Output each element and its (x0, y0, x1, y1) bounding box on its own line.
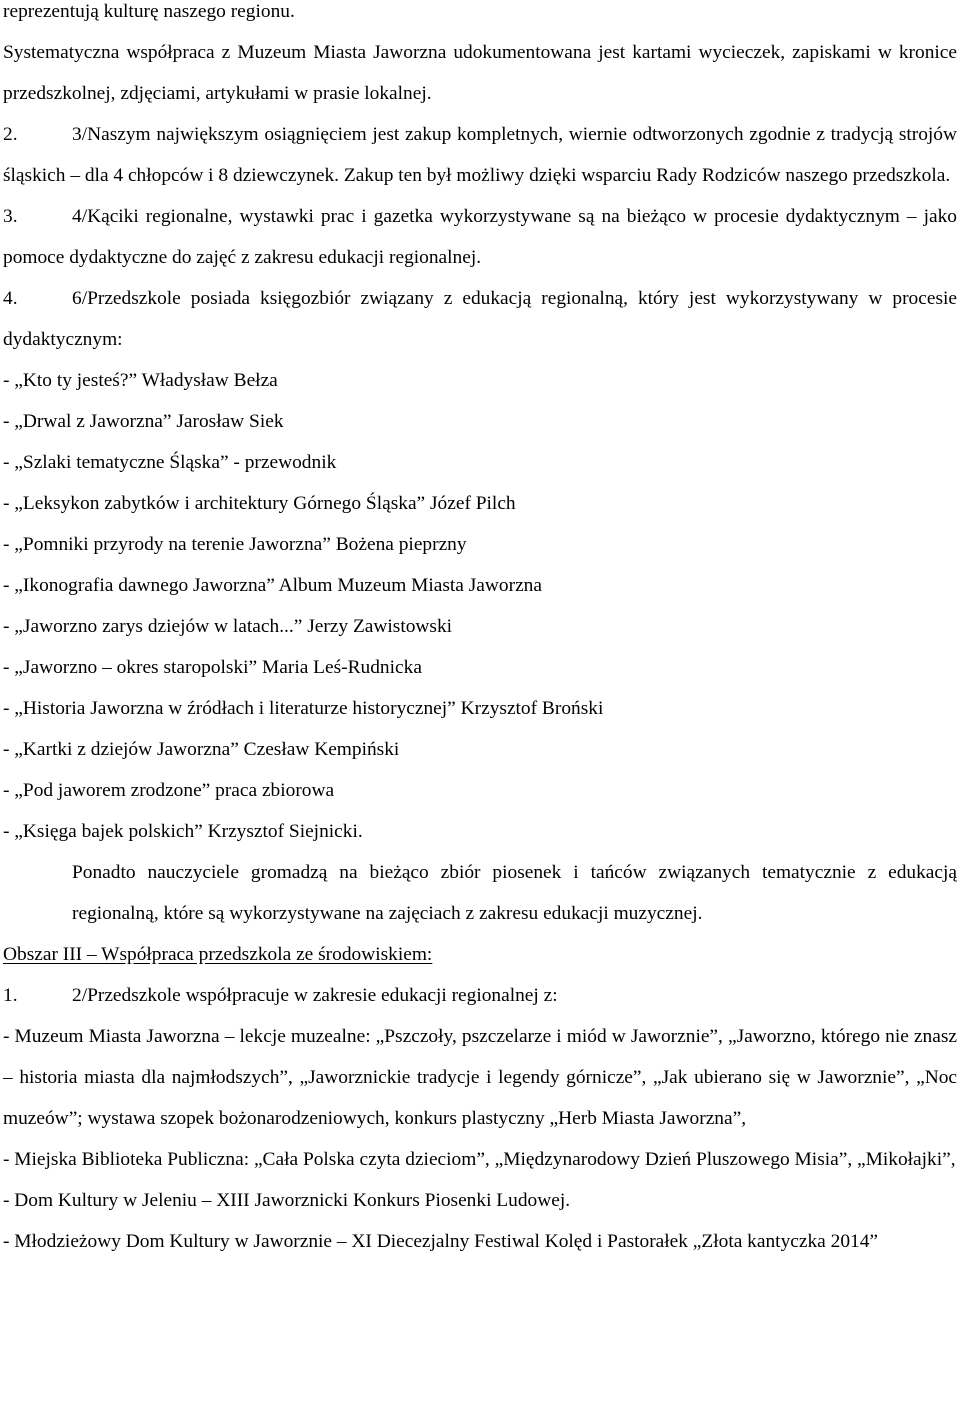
section-heading-text: Obszar III – Współpraca przedszkola ze środowiskiem: (3, 944, 433, 965)
list-item-text: 2/Przedszkole współpracuje w zakresie edukacji regionalnej z: (72, 985, 558, 1006)
list-number: 3. (3, 206, 18, 227)
book-list-item: - „Księga bajek polskich” Krzysztof Siejnicki. (3, 821, 363, 842)
book-list-item: - „Historia Jaworzna w źródłach i literaturze historycznej” Krzysztof Broński (3, 698, 604, 719)
book-list-item: - „Kartki z dziejów Jaworzna” Czesław Kempiński (3, 739, 400, 760)
book-list-item: - „Ikonografia dawnego Jaworzna” Album Muzeum Miasta Jaworzna (3, 575, 542, 596)
section-heading (3, 934, 957, 975)
book-list-item: - „Jaworzno – okres staropolski” Maria Leś-Rudnicka (3, 657, 422, 678)
book-list-item: - „Pomniki przyrody na terenie Jaworzna” Bożena pieprzny (3, 534, 467, 555)
cooperation-item-culture-house: - Dom Kultury w Jeleniu – XIII Jaworznicki Konkurs Piosenki Ludowej. (3, 1190, 571, 1211)
book-list-item: - „Kto ty jesteś?” Władysław Bełza (3, 370, 278, 391)
list-item-4 (3, 278, 957, 360)
list-item-1 (3, 975, 957, 1016)
cooperation-item-museum: - Muzeum Miasta Jaworzna – lekcje muzealne: „Pszczoły, pszczelarze i miód w Jaworznie”, „Jaworzno, którego nie znasz – historia miasta dla najmłodszych”, „Jaworznickie tradycje i legendy górnicze”, „Jak ubierano się w Jaworznie”, „Noc muzeów”; wystawa szopek bożonarodzeniowych, konkurs plastyczny „Herb Miasta Jaworzna”, (3, 1026, 957, 1129)
book-list-item: - „Drwal z Jaworzna” Jarosław Siek (3, 411, 284, 432)
list-item-text: 6/Przedszkole posiada księgozbiór związany z edukacją regionalną, który jest wykorzystywany w procesie dydaktycznym: (3, 288, 957, 350)
cooperation-item-youth-culture-house: - Młodzieżowy Dom Kultury w Jaworznie – XI Diecezjalny Festiwal Kolęd i Pastorałek „Złota kantyczka 2014” (3, 1231, 879, 1252)
book-list-item: - „Pod jaworem zrodzone” praca zbiorowa (3, 780, 335, 801)
book-list-item: - „Leksykon zabytków i architektury Górnego Śląska” Józef Pilch (3, 493, 516, 514)
book-list-item: - „Jaworzno zarys dziejów w latach...” Jerzy Zawistowski (3, 616, 453, 637)
list-item-2 (3, 114, 957, 196)
list-item-3 (3, 196, 957, 278)
cooperation-list (3, 1016, 957, 1262)
paragraph-museum-cooperation: Systematyczna współpraca z Muzeum Miasta Jaworzna udokumentowana jest kartami wycieczek, zapiskami w kronice przedszkolnej, zdjęciami, artykułami w prasie lokalnej. (3, 42, 957, 104)
book-list (3, 360, 957, 852)
list-number: 2. (3, 124, 18, 145)
document-page (3, 0, 957, 1262)
list-number: 1. (3, 985, 18, 1006)
paragraph-culture: reprezentują kulturę naszego regionu. (3, 1, 295, 22)
list-number: 4. (3, 288, 18, 309)
list-item-text: 4/Kąciki regionalne, wystawki prac i gazetka wykorzystywane są na bieżąco w procesie dydaktycznym – jako pomoce dydaktyczne do zajęć z zakresu edukacji regionalnej. (3, 206, 957, 268)
paragraph-songs-collection: Ponadto nauczyciele gromadzą na bieżąco zbiór piosenek i tańców związanych tematycznie z edukacją regionalną, które są wykorzystywane na zajęciach z zakresu edukacji muzycznej. (72, 862, 957, 924)
list-item-text: 3/Naszym największym osiągnięciem jest zakup kompletnych, wiernie odtworzonych zgodnie z tradycją strojów śląskich – dla 4 chłopców i 8 dziewczynek. Zakup ten był możliwy dzięki wsparciu Rady Rodziców naszego przedszkola. (3, 124, 957, 186)
book-list-item: - „Szlaki tematyczne Śląska” - przewodnik (3, 452, 337, 473)
cooperation-item-library: - Miejska Biblioteka Publiczna: „Cała Polska czyta dzieciom”, „Międzynarodowy Dzień Pluszowego Misia”, „Mikołajki”, (3, 1149, 956, 1170)
